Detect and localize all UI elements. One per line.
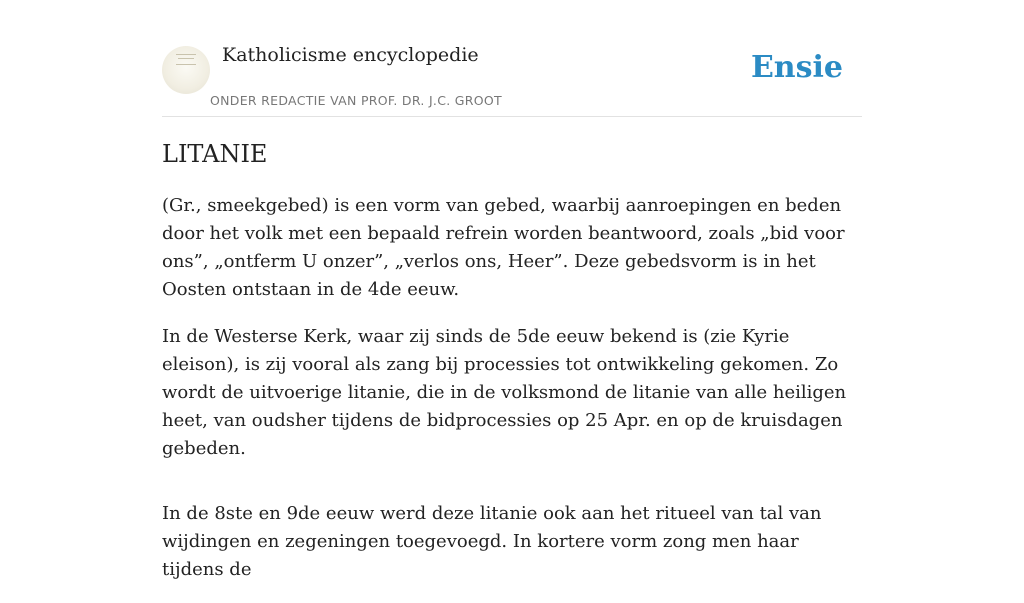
entry-content bbox=[162, 192, 862, 603]
header bbox=[162, 0, 862, 117]
page bbox=[162, 0, 862, 580]
entry-title: LITANIE bbox=[162, 140, 268, 168]
entry-paragraph: In de Westerse Kerk, waar zij sinds de 5de eeuw bekend is (zie Kyrie eleison), is zij vooral als zang bij processies tot ontwikkeling gekomen. Zo wordt de uitvoerige litanie, die in de volksmond de litanie van alle heiligen heet, van oudsher tijdens de bidprocessies op 25 Apr. en op de kruisdagen gebeden. bbox=[162, 326, 847, 459]
book-editor: ONDER REDACTIE VAN PROF. DR. J.C. GROOT bbox=[210, 93, 502, 108]
book-cover-icon[interactable] bbox=[162, 46, 210, 94]
entry-paragraph: (Gr., smeekgebed) is een vorm van gebed, waarbij aanroepingen en beden door het volk met een bepaald refrein worden beantwoord, zoals „bid voor ons”, „ontferm U onzer”, „verlos ons, Heer”. Deze gebedsvorm is in het Oosten ontstaan in de 4de eeuw. bbox=[162, 195, 845, 300]
entry-paragraph: In de 8ste en 9de eeuw werd deze litanie ook aan het ritueel van tal van wijdingen en zegeningen toegevoegd. In kortere vorm zong men haar tijdens de bbox=[162, 503, 822, 580]
site-logo[interactable]: Ensie bbox=[750, 50, 843, 85]
book-title[interactable]: Katholicisme encyclopedie bbox=[222, 44, 479, 66]
